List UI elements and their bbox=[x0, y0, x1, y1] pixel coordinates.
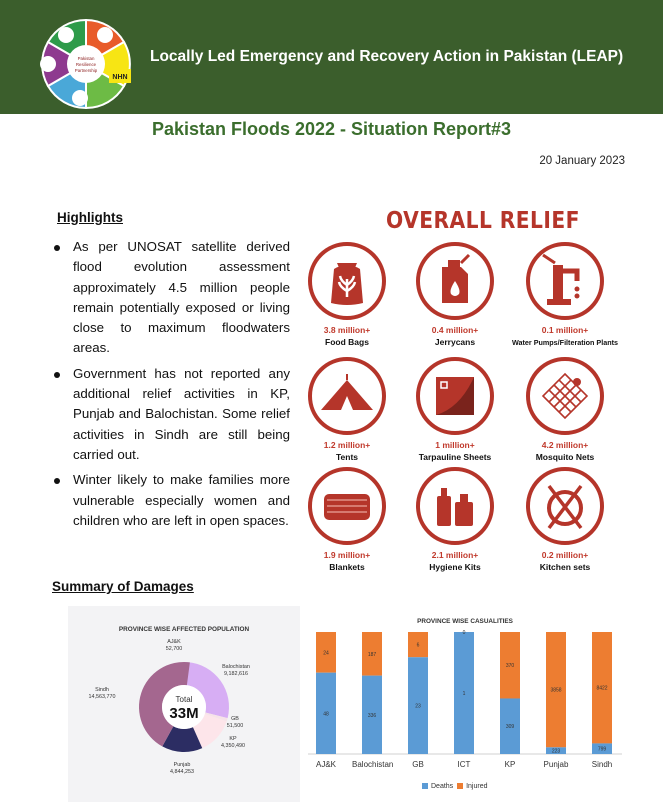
relief-label: Mosquito Nets bbox=[535, 452, 595, 462]
relief-label: Jerrycans bbox=[434, 337, 476, 347]
donut-label-sindh: Sindh 14,563,770 bbox=[88, 687, 116, 700]
relief-item-blankets bbox=[287, 466, 407, 572]
relief-label: Tents bbox=[335, 452, 359, 462]
donut-center-value: 33M bbox=[169, 705, 199, 722]
tarpaulin-icon bbox=[415, 356, 495, 436]
bullet-icon bbox=[54, 245, 60, 251]
bar-label-deaths-1: 336 bbox=[367, 712, 377, 719]
relief-item-water-pumps bbox=[505, 241, 625, 347]
kitchen-set-icon bbox=[525, 466, 605, 546]
legend-deaths: Deaths bbox=[431, 783, 454, 790]
logo-text-2: Resilience bbox=[75, 62, 97, 67]
report-date: 20 January 2023 bbox=[539, 155, 625, 167]
donut-label-ajk: AJ&K 52,700 bbox=[165, 639, 183, 652]
donut-label-gb: GB 51,500 bbox=[226, 716, 244, 729]
report-title: Pakistan Floods 2022 - Situation Report#3 bbox=[151, 119, 512, 139]
bar-label-deaths-6: 799 bbox=[597, 746, 607, 753]
bar-label-deaths-0: 48 bbox=[323, 711, 329, 718]
logo-badge-text: NHN bbox=[112, 74, 128, 81]
casualties-bars bbox=[304, 610, 626, 802]
axis-category-4: KP bbox=[504, 760, 516, 769]
logo-text-3: Partnership bbox=[74, 68, 98, 73]
logo-text-1: Pakistan bbox=[77, 56, 95, 61]
relief-label: Kitchen sets bbox=[539, 562, 591, 572]
blanket-icon bbox=[307, 466, 387, 546]
legend-swatch-deaths bbox=[422, 783, 428, 789]
bar-label-deaths-5: 223 bbox=[551, 748, 561, 755]
legend-injured: Injured bbox=[466, 783, 488, 790]
bar-label-injured-2: 6 bbox=[416, 642, 420, 649]
highlights-list bbox=[52, 237, 290, 536]
relief-item-mosquito-nets bbox=[505, 356, 625, 462]
casualties-legend bbox=[422, 783, 487, 790]
relief-item-tarpaulin bbox=[395, 356, 515, 462]
bar-label-injured-1: 187 bbox=[367, 651, 377, 658]
relief-label: Food Bags bbox=[325, 337, 369, 347]
relief-label: Hygiene Kits bbox=[429, 562, 481, 572]
axis-category-6: Sindh bbox=[591, 760, 613, 769]
hygiene-kit-icon bbox=[415, 466, 495, 546]
relief-label: Tarpauline Sheets bbox=[418, 452, 492, 462]
relief-amount: 1.9 million+ bbox=[323, 550, 371, 560]
relief-label: Water Pumps/Filteration Plants bbox=[512, 338, 618, 347]
bar-label-deaths-4: 309 bbox=[505, 724, 515, 731]
bar-label-injured-4: 370 bbox=[505, 663, 515, 670]
bar-label-injured-6: 8422 bbox=[596, 685, 608, 692]
highlight-item: Winter likely to make families more vulnerable especially women and children who are left in open spaces. bbox=[52, 470, 290, 531]
relief-amount: 0.1 million+ bbox=[541, 325, 589, 335]
highlight-item: Government has not reported any additional relief activities in KP, Punjab and Balochistan. Some relief activities in Sindh are still being carried out. bbox=[52, 364, 290, 465]
casualties-chart bbox=[304, 610, 626, 802]
jerrycan-icon bbox=[415, 241, 495, 321]
legend-swatch-injured bbox=[457, 783, 463, 789]
bar-label-injured-0: 24 bbox=[323, 650, 329, 657]
donut-label-kp: KP 4,350,490 bbox=[221, 736, 245, 749]
bar-label-deaths-3: 1 bbox=[462, 691, 466, 697]
relief-amount: 1 million+ bbox=[435, 440, 475, 450]
relief-item-jerrycans bbox=[395, 241, 515, 347]
org-title: Locally Led Emergency and Recovery Action in Pakistan (LEAP) bbox=[150, 48, 624, 65]
relief-label: Blankets bbox=[329, 562, 365, 572]
bar-label-injured-3: 0 bbox=[462, 630, 466, 636]
relief-amount: 2.1 million+ bbox=[431, 550, 479, 560]
food-bag-icon bbox=[307, 241, 387, 321]
water-pump-icon bbox=[525, 241, 605, 321]
donut-center-label: Total bbox=[175, 695, 193, 704]
donut-label-punjab: Punjab 4,844,253 bbox=[170, 762, 194, 775]
highlights-heading: Highlights bbox=[57, 210, 123, 225]
damages-heading: Summary of Damages bbox=[52, 579, 194, 594]
axis-category-1: Balochistan bbox=[352, 760, 394, 769]
relief-amount: 3.8 million+ bbox=[323, 325, 371, 335]
leap-logo bbox=[36, 18, 136, 110]
relief-amount: 4.2 million+ bbox=[541, 440, 589, 450]
bullet-icon bbox=[54, 478, 60, 484]
axis-category-0: AJ&K bbox=[315, 760, 336, 769]
axis-category-5: Punjab bbox=[543, 760, 569, 769]
relief-item-hygiene-kits bbox=[395, 466, 515, 572]
relief-amount: 1.2 million+ bbox=[323, 440, 371, 450]
relief-item-food-bags bbox=[287, 241, 407, 347]
population-chart-card bbox=[68, 606, 300, 802]
axis-category-3: ICT bbox=[457, 760, 471, 769]
axis-category-2: GB bbox=[412, 760, 424, 769]
mosquito-net-icon bbox=[525, 356, 605, 436]
population-chart-title: PROVINCE WISE AFFECTED POPULATION bbox=[118, 626, 250, 633]
tent-icon bbox=[307, 356, 387, 436]
bar-label-deaths-2: 23 bbox=[415, 703, 421, 710]
bar-label-injured-5: 3858 bbox=[550, 687, 562, 694]
relief-item-tents bbox=[287, 356, 407, 462]
relief-amount: 0.4 million+ bbox=[431, 325, 479, 335]
donut-label-balochistan: Balochistan 9,182,616 bbox=[222, 664, 250, 677]
relief-amount: 0.2 million+ bbox=[541, 550, 589, 560]
bullet-icon bbox=[54, 372, 60, 378]
overall-relief-title: OVERALL RELIEF bbox=[386, 208, 580, 234]
casualties-chart-title: PROVINCE WISE CASUALITIES bbox=[417, 618, 513, 625]
highlight-item: As per UNOSAT satellite derived flood evolution assessment approximately 4.5 million people remain potentially exposed or living close to maximum floodwaters areas. bbox=[52, 237, 290, 359]
relief-item-kitchen-sets bbox=[505, 466, 625, 572]
header-band bbox=[0, 0, 663, 114]
